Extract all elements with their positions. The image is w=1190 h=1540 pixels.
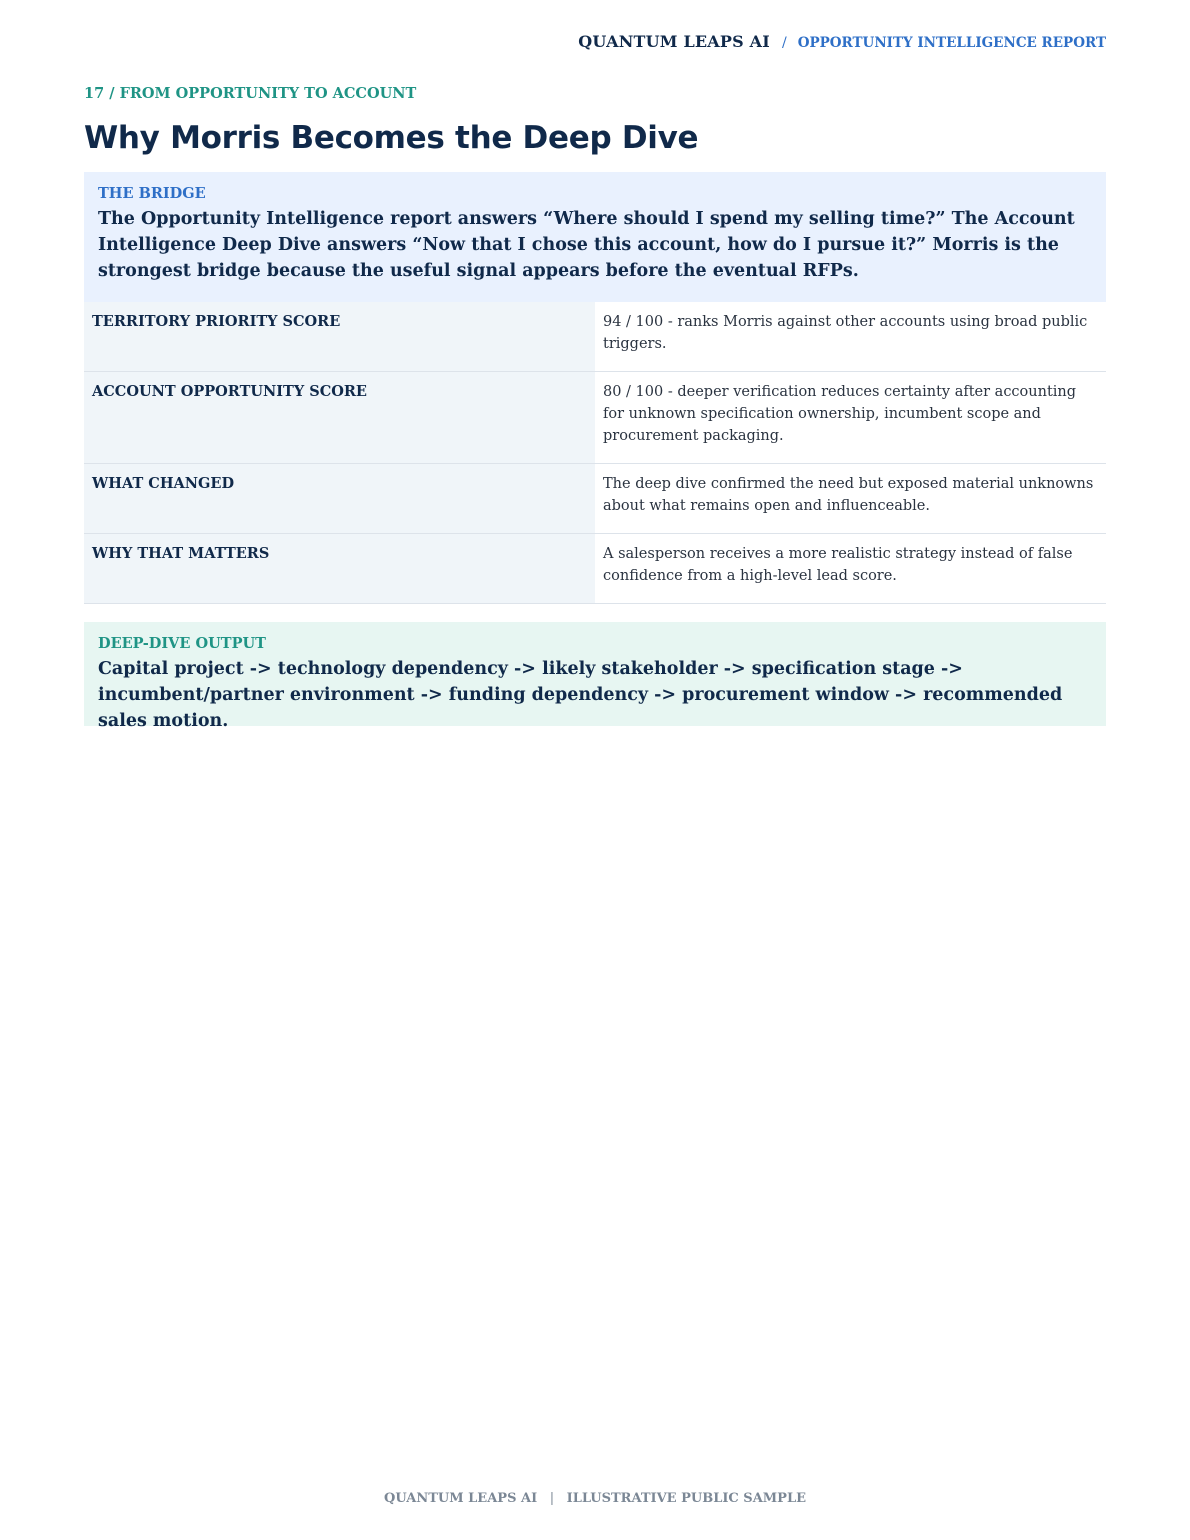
footer-separator: | [549, 1491, 555, 1506]
row-value: 94 / 100 - ranks Morris against other accounts using broad public triggers. [595, 302, 1106, 372]
score-table [84, 302, 1106, 604]
row-key: TERRITORY PRIORITY SCORE [84, 302, 595, 372]
table-row [84, 534, 1106, 604]
row-value: A salesperson receives a more realistic strategy instead of false confidence from a high-level lead score. [595, 534, 1106, 604]
table-row [84, 464, 1106, 534]
row-key: WHY THAT MATTERS [84, 534, 595, 604]
brand-name: QUANTUM LEAPS AI [578, 32, 770, 51]
row-value: 80 / 100 - deeper verification reduces certainty after accounting for unknown specification ownership, incumbent scope and procurement packaging. [595, 372, 1106, 464]
row-key: ACCOUNT OPPORTUNITY SCORE [84, 372, 595, 464]
page-footer [0, 1491, 1190, 1506]
header-separator: / [781, 35, 787, 51]
footer-note: ILLUSTRATIVE PUBLIC SAMPLE [566, 1491, 806, 1506]
deep-dive-output-callout [84, 622, 1106, 731]
row-value: The deep dive confirmed the need but exposed material unknowns about what remains open and influenceable. [595, 464, 1106, 534]
row-key: WHAT CHANGED [84, 464, 595, 534]
footer-brand: QUANTUM LEAPS AI [384, 1491, 538, 1506]
bridge-callout [84, 172, 1106, 302]
table-row [84, 372, 1106, 464]
page-title: Why Morris Becomes the Deep Dive [84, 120, 699, 156]
report-name: OPPORTUNITY INTELLIGENCE REPORT [797, 35, 1106, 51]
output-text: Capital project -> technology dependency -> likely stakeholder -> specification stage -> incumbent/partner environment -> funding dependency -> procurement window -> recommended sales motion. [98, 659, 1063, 731]
page-header [578, 32, 1106, 51]
table-row [84, 302, 1106, 372]
output-label: DEEP-DIVE OUTPUT [98, 635, 266, 652]
section-label: 17 / FROM OPPORTUNITY TO ACCOUNT [84, 85, 417, 102]
bridge-label: THE BRIDGE [98, 185, 206, 202]
bridge-text: The Opportunity Intelligence report answers “Where should I spend my selling time?” The Account Intelligence Deep Dive answers “Now that I chose this account, how do I pursue it?” Morris is the strongest bridge because the useful signal appears before the eventual RFPs. [98, 209, 1075, 281]
